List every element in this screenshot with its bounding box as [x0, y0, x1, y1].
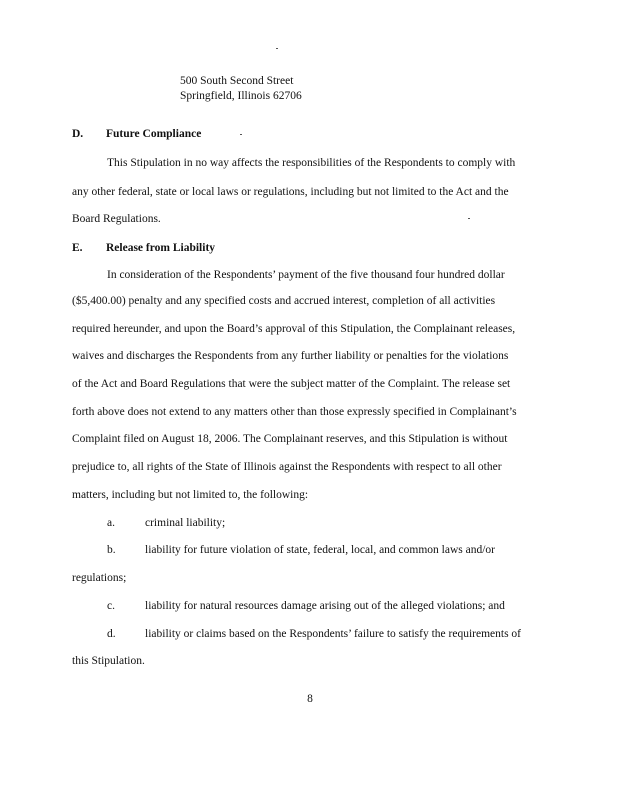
page-number: 8 [307, 693, 313, 705]
list-item [107, 544, 495, 556]
address-city: Springfield, Illinois 62706 [180, 90, 302, 102]
section-e-line: Complaint filed on August 18, 2006. The Complainant reserves, and this Stipulation is without [72, 433, 508, 445]
list-item-marker: b. [107, 544, 116, 556]
list-item [107, 517, 225, 529]
section-e-letter: E. [72, 242, 83, 254]
section-e-line: prejudice to, all rights of the State of Illinois against the Respondents with respect to all other [72, 461, 502, 473]
section-e-line: waives and discharges the Respondents from any further liability or penalties for the violations [72, 350, 509, 362]
list-item-marker: d. [107, 628, 116, 640]
list-item [107, 600, 505, 612]
section-e-heading [72, 242, 215, 254]
section-d-line: Board Regulations. [72, 213, 161, 225]
scan-speck [276, 48, 278, 49]
section-d-line: This Stipulation in no way affects the responsibilities of the Respondents to comply with [107, 157, 516, 169]
list-item-text: liability or claims based on the Respondents’ failure to satisfy the requirements of [145, 628, 521, 640]
list-item [107, 628, 521, 640]
list-item-text: liability for future violation of state, federal, local, and common laws and/or [145, 544, 496, 556]
scan-speck [468, 218, 470, 219]
section-d-title: Future Compliance [106, 128, 202, 140]
address-street: 500 South Second Street [180, 75, 294, 87]
list-item-text: criminal liability; [145, 517, 226, 529]
section-e-line: forth above does not extend to any matters other than those expressly specified in Complainant’s [72, 406, 517, 418]
section-e-line: required hereunder, and upon the Board’s approval of this Stipulation, the Complainant releases, [72, 323, 516, 335]
section-e-line: ($5,400.00) penalty and any specified costs and accrued interest, completion of all activities [72, 295, 496, 307]
section-e-line: matters, including but not limited to, the following: [72, 489, 309, 501]
list-item-continuation: this Stipulation. [72, 655, 145, 667]
section-e-line: of the Act and Board Regulations that were the subject matter of the Complaint. The release set [72, 378, 511, 390]
list-item-marker: a. [107, 517, 115, 529]
section-d-heading [72, 128, 201, 140]
scan-speck [240, 134, 242, 135]
section-e-title: Release from Liability [106, 242, 216, 254]
section-d-letter: D. [72, 128, 84, 140]
list-item-continuation: regulations; [72, 572, 127, 584]
list-item-text: liability for natural resources damage arising out of the alleged violations; and [145, 600, 505, 612]
section-d-line: any other federal, state or local laws or regulations, including but not limited to the Act and the [72, 186, 509, 198]
list-item-marker: c. [107, 600, 115, 612]
section-e-line: In consideration of the Respondents’ payment of the five thousand four hundred dollar [107, 269, 505, 281]
